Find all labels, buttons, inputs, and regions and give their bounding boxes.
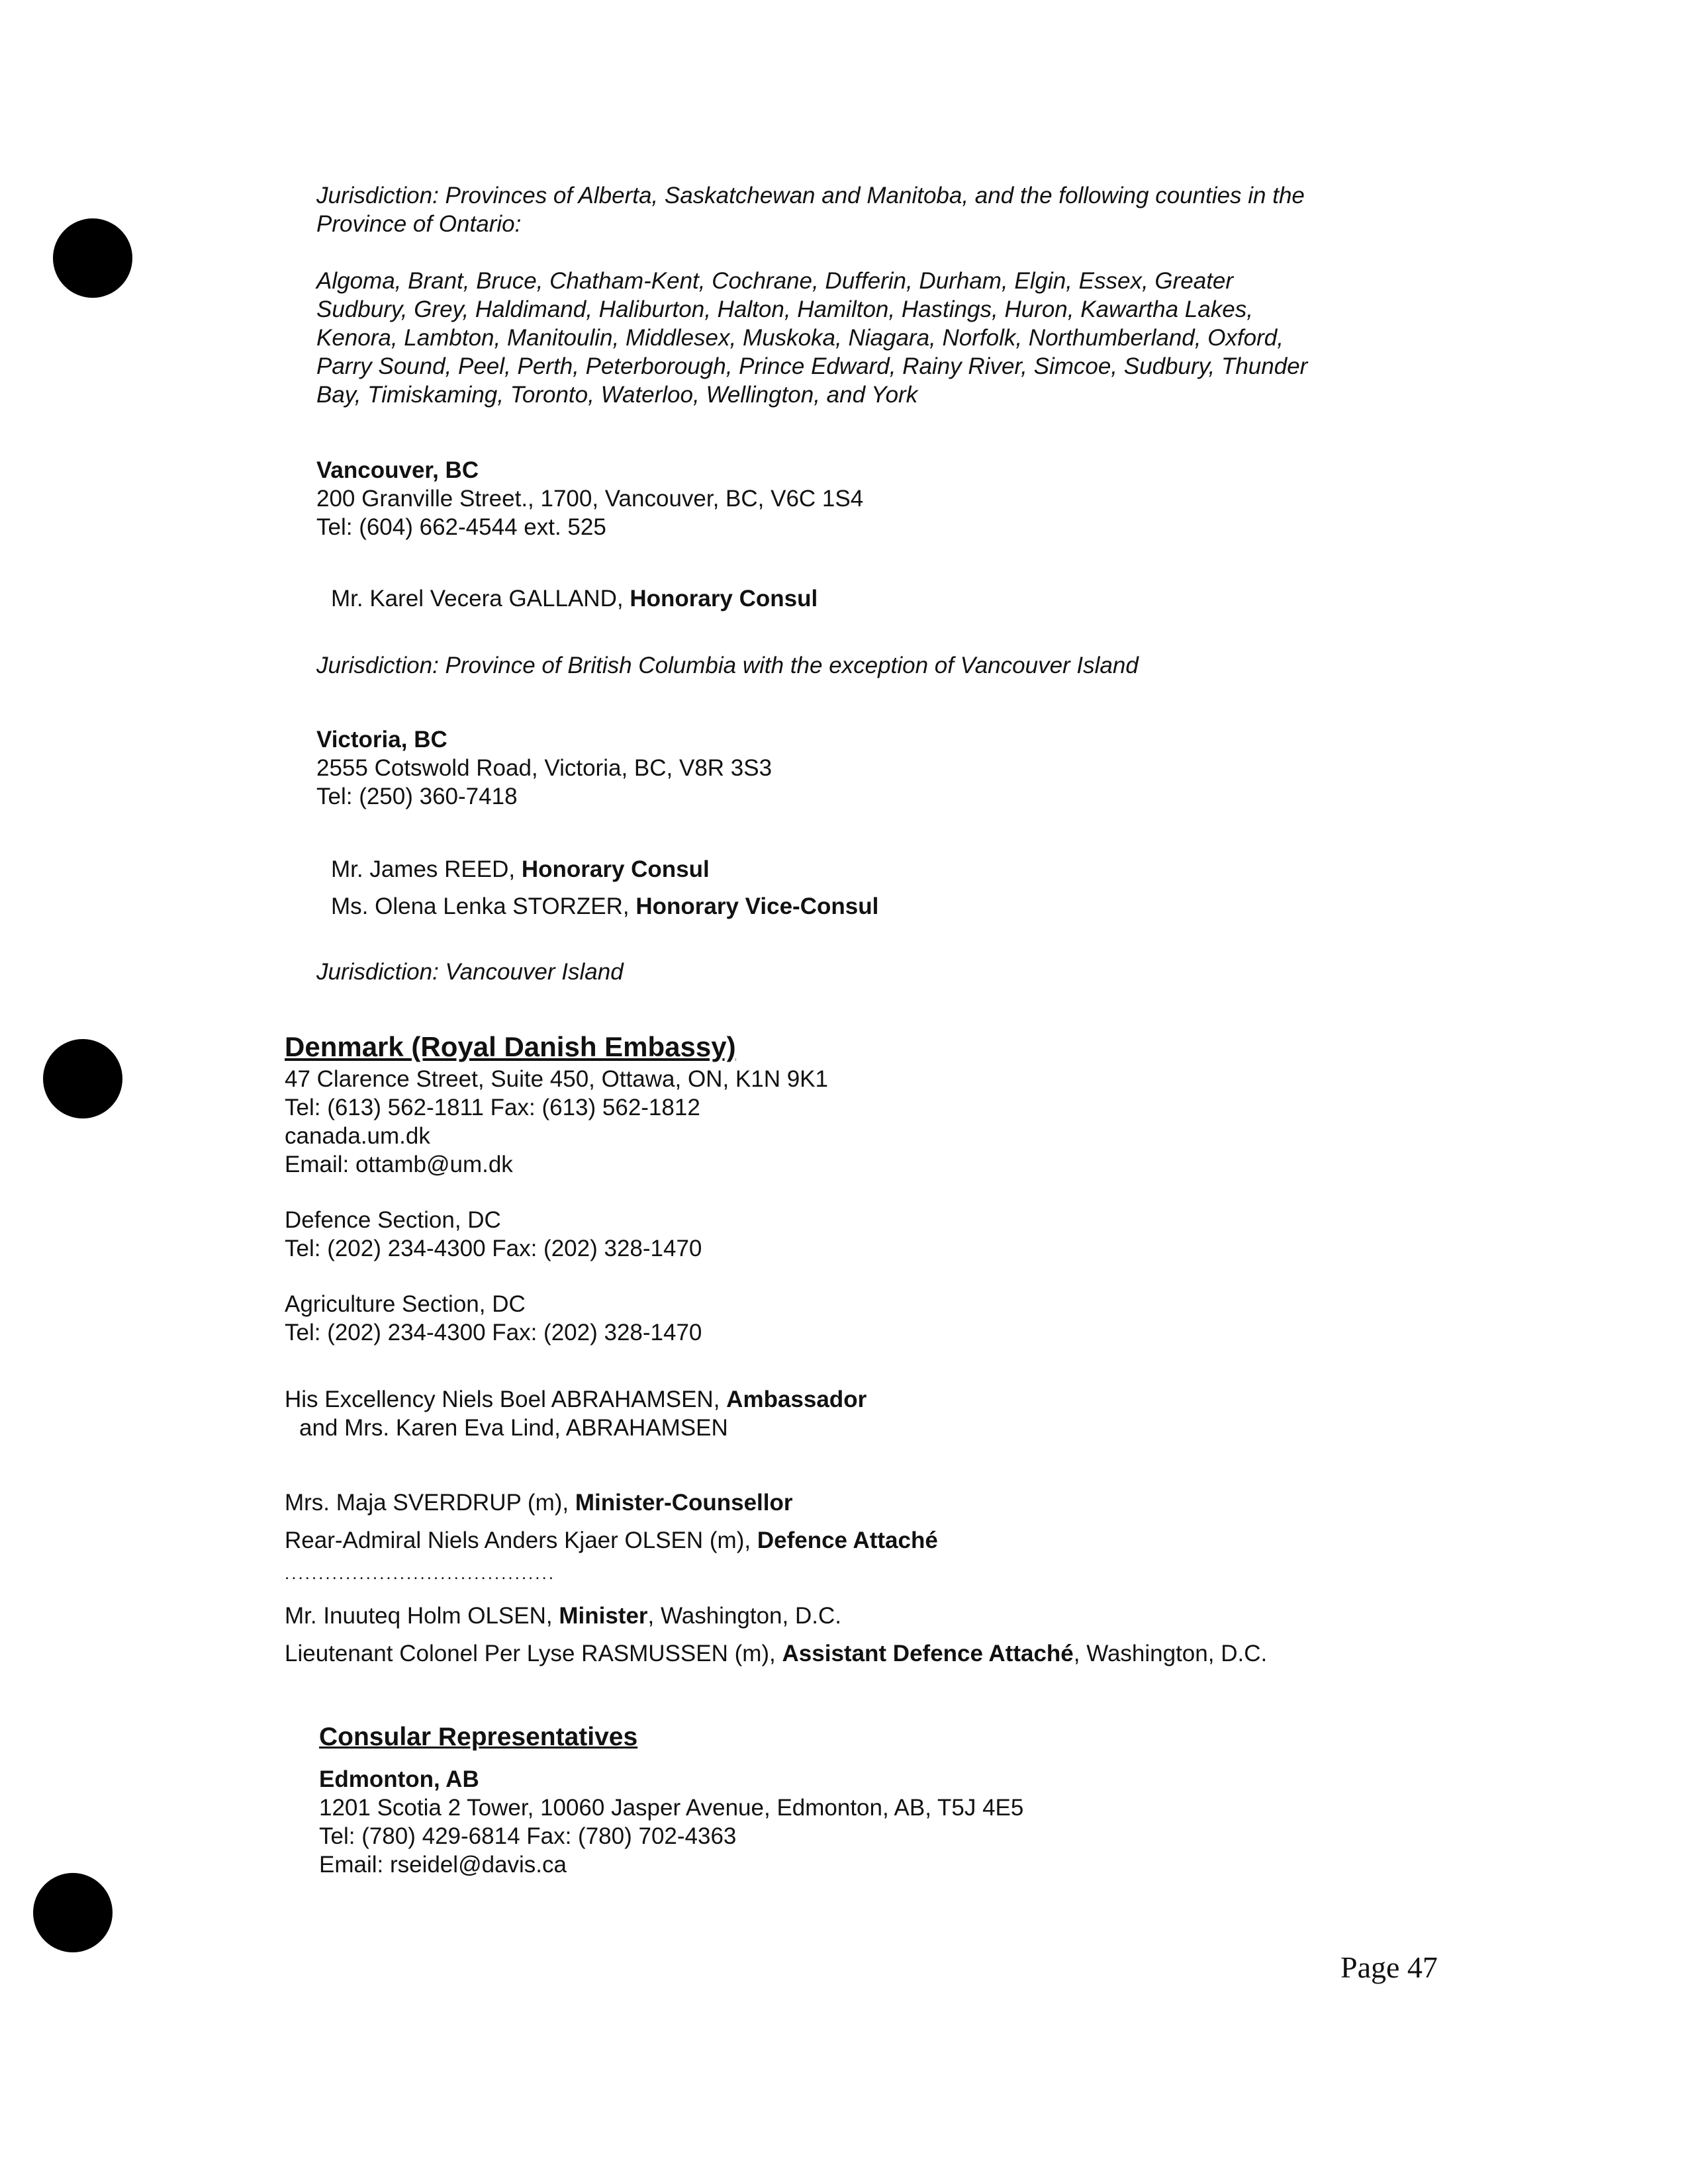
office-city: Vancouver, BC	[316, 457, 479, 483]
county-line: Sudbury, Grey, Haldimand, Haliburton, Halton, Hamilton, Hastings, Huron, Kawartha Lakes,	[316, 296, 1253, 322]
staff-defence-attache	[285, 1526, 938, 1555]
staff-minister-counsellor	[285, 1488, 792, 1517]
jurisdiction-alberta	[316, 181, 1307, 409]
person-title: Honorary Consul	[630, 586, 818, 612]
office-city: Victoria, BC	[316, 727, 447, 752]
victoria-consul	[331, 855, 710, 884]
embassy-website: canada.um.dk	[285, 1123, 430, 1149]
victoria-office	[316, 725, 772, 811]
victoria-jurisdiction: Jurisdiction: Vancouver Island	[316, 959, 624, 985]
person-name: Mr. Inuuteq Holm OLSEN,	[285, 1603, 553, 1629]
office-tel-fax: Tel: (780) 429-6814 Fax: (780) 702-4363	[319, 1823, 737, 1849]
vancouver-office	[316, 456, 863, 541]
county-line: Parry Sound, Peel, Perth, Peterborough, Prince Edward, Rainy River, Simcoe, Sudbury, Thunder	[316, 353, 1308, 379]
embassy-address: 47 Clarence Street, Suite 450, Ottawa, ON, K1N 9K1	[285, 1066, 828, 1092]
office-address: 2555 Cotswold Road, Victoria, BC, V8R 3S3	[316, 755, 773, 781]
staff-assistant-defence-attache	[285, 1639, 1267, 1668]
person-title: Honorary Vice-Consul	[635, 893, 879, 919]
person-title: Minister	[559, 1603, 648, 1629]
edmonton-office	[319, 1765, 1023, 1879]
embassy-tel-fax: Tel: (613) 562-1811 Fax: (613) 562-1812	[285, 1095, 700, 1120]
person-location: , Washington, D.C.	[647, 1603, 841, 1629]
county-line: Kenora, Lambton, Manitoulin, Middlesex, Muskoka, Niagara, Norfolk, Northumberland, Oxford,	[316, 325, 1284, 351]
person-title: Assistant Defence Attaché	[782, 1641, 1074, 1666]
person-title: Honorary Consul	[521, 856, 710, 882]
office-address: 200 Granville Street., 1700, Vancouver, BC, V6C 1S4	[316, 486, 864, 512]
person-location: , Washington, D.C.	[1073, 1641, 1268, 1666]
county-line: Algoma, Brant, Bruce, Chatham-Kent, Cochrane, Dufferin, Durham, Elgin, Essex, Greater	[316, 268, 1234, 294]
office-address: 1201 Scotia 2 Tower, 10060 Jasper Avenue, Edmonton, AB, T5J 4E5	[319, 1795, 1024, 1821]
ambassador-name: His Excellency Niels Boel ABRAHAMSEN,	[285, 1387, 720, 1412]
office-tel: Tel: (604) 662-4544 ext. 525	[316, 514, 606, 540]
defence-section	[285, 1206, 702, 1263]
person-name: Rear-Admiral Niels Anders Kjaer OLSEN (m),	[285, 1527, 751, 1553]
office-city: Edmonton, AB	[319, 1766, 479, 1792]
ambassador	[285, 1385, 867, 1442]
person-name: Ms. Olena Lenka STORZER,	[331, 893, 630, 919]
punch-hole-middle	[43, 1039, 122, 1118]
office-email: Email: rseidel@davis.ca	[319, 1852, 567, 1878]
person-title: Defence Attaché	[757, 1527, 938, 1553]
consular-heading: Consular Representatives	[319, 1723, 638, 1751]
section-name: Defence Section, DC	[285, 1207, 501, 1233]
office-tel: Tel: (250) 360-7418	[316, 784, 518, 809]
staff-minister-washington	[285, 1602, 841, 1630]
vancouver-jurisdiction: Jurisdiction: Province of British Columbia with the exception of Vancouver Island	[316, 653, 1139, 678]
section-tel: Tel: (202) 234-4300 Fax: (202) 328-1470	[285, 1320, 702, 1345]
section-tel: Tel: (202) 234-4300 Fax: (202) 328-1470	[285, 1236, 702, 1261]
dotted-separator: ........................................	[285, 1563, 555, 1583]
victoria-vice-consul	[331, 892, 878, 921]
person-name: Mr. Karel Vecera GALLAND,	[331, 586, 624, 612]
person-title: Minister-Counsellor	[575, 1490, 793, 1516]
country-heading: Denmark (Royal Danish Embassy)	[285, 1031, 736, 1062]
jurisdiction-line: Province of Ontario:	[316, 211, 522, 237]
person-name: Mrs. Maja SVERDRUP (m),	[285, 1490, 569, 1516]
section-name: Agriculture Section, DC	[285, 1291, 526, 1317]
ambassador-title: Ambassador	[726, 1387, 867, 1412]
punch-hole-bottom	[33, 1873, 113, 1952]
agriculture-section	[285, 1290, 702, 1347]
jurisdiction-line: Jurisdiction: Provinces of Alberta, Saskatchewan and Manitoba, and the following counties in the	[316, 183, 1305, 208]
embassy-email: Email: ottamb@um.dk	[285, 1152, 513, 1177]
embassy-contact	[285, 1065, 828, 1179]
person-name: Lieutenant Colonel Per Lyse RASMUSSEN (m),	[285, 1641, 776, 1666]
punch-hole-top	[53, 218, 132, 298]
vancouver-consul	[331, 584, 818, 613]
person-name: Mr. James REED,	[331, 856, 516, 882]
county-line: Bay, Timiskaming, Toronto, Waterloo, Wellington, and York	[316, 382, 918, 408]
ambassador-spouse: and Mrs. Karen Eva Lind, ABRAHAMSEN	[299, 1415, 728, 1441]
page-number: Page 47	[1340, 1950, 1438, 1984]
